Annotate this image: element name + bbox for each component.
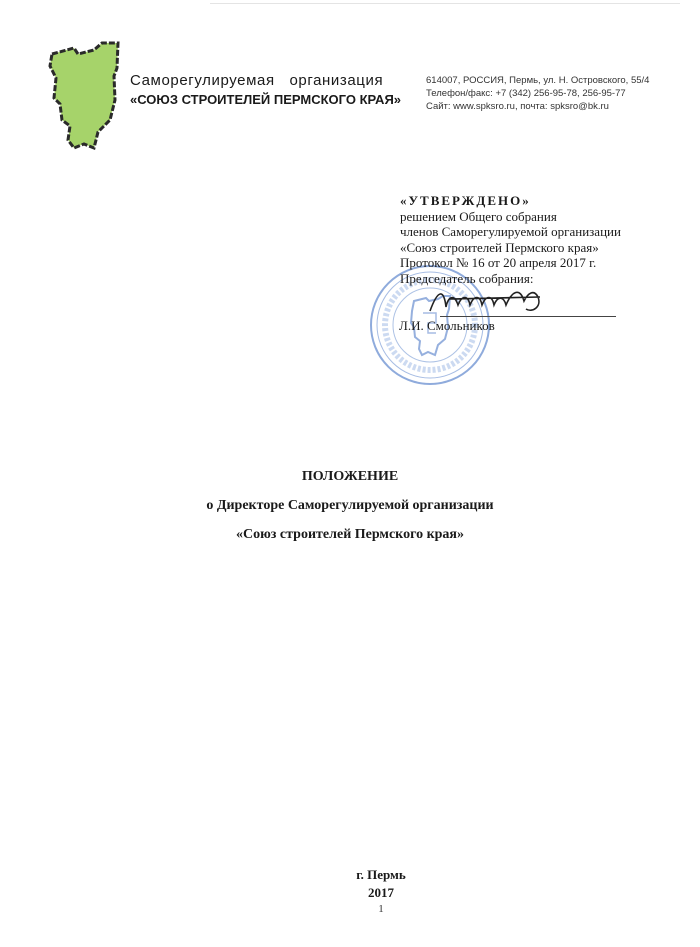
phone-text: Телефон/факс: +7 (342) 256-95-78, 256-95-77: [426, 88, 626, 99]
contact-info: [426, 74, 649, 113]
approval-line-5: Председатель собрания:: [400, 270, 534, 286]
approval-line-4: Протокол № 16 от 20 апреля 2017 г.: [400, 255, 597, 270]
year-text: 2017: [368, 885, 394, 900]
document-subtitle-2: «Союз строителей Пермского края»: [235, 527, 465, 542]
perm-region-map-icon: [44, 40, 122, 152]
city-text: г. Пермь: [356, 867, 406, 882]
org-name-line-2: «СОЮЗ СТРОИТЕЛЕЙ ПЕРМСКОГО КРАЯ»: [130, 92, 402, 107]
address-text: 614007, РОССИЯ, Пермь, ул. Н. Островского, 55/4: [426, 75, 650, 86]
org-name-line-1: Саморегулируемая организация: [130, 72, 384, 89]
document-subtitle-1: о Директоре Саморегулируемой организации: [206, 498, 494, 513]
site-text: Сайт: www.spksro.ru, почта: spksro@bk.ru: [426, 101, 609, 112]
approval-line-2: членов Саморегулируемой организации: [400, 224, 621, 239]
page-number: 1: [378, 903, 384, 915]
scan-edge-line: [210, 3, 680, 4]
approval-block: [400, 193, 621, 286]
document-title: ПОЛОЖЕНИЕ: [301, 469, 399, 484]
approved-label: «УТВЕРЖДЕНО»: [400, 193, 531, 208]
approval-line-3: «Союз строителей Пермского края»: [400, 239, 599, 255]
signature-line: [440, 316, 616, 317]
handwritten-signature: [420, 283, 570, 319]
signer-name: Л.И. Смольников: [399, 318, 495, 333]
approval-line-1: решением Общего собрания: [400, 208, 557, 224]
